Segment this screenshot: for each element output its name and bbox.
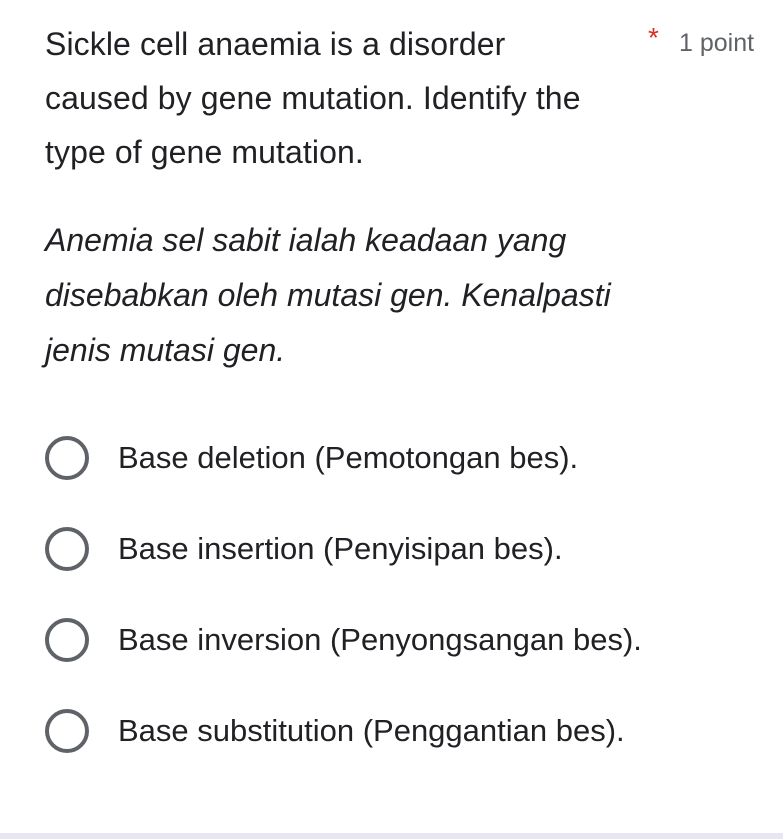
radio-button-icon[interactable] bbox=[45, 618, 89, 662]
card-bottom-edge bbox=[0, 833, 783, 839]
radio-button-icon[interactable] bbox=[45, 709, 89, 753]
option-base-deletion[interactable] bbox=[0, 413, 783, 504]
option-label[interactable]: Base deletion (Pemotongan bes). bbox=[118, 440, 579, 475]
radio-button-icon[interactable] bbox=[45, 436, 89, 480]
radio-button-icon[interactable] bbox=[45, 527, 89, 571]
option-label[interactable]: Base inversion (Penyongsangan bes). bbox=[118, 622, 642, 657]
option-base-inversion[interactable] bbox=[0, 595, 783, 686]
option-label[interactable]: Base substitution (Penggantian bes). bbox=[118, 713, 625, 748]
points-label: 1 point bbox=[679, 29, 755, 57]
option-base-insertion[interactable] bbox=[0, 504, 783, 595]
option-base-substitution[interactable] bbox=[0, 686, 783, 777]
question-translation: Anemia sel sabit ialah keadaan yang disebabkan oleh mutasi gen. Kenalpasti jenis mutasi gen. bbox=[45, 222, 611, 368]
required-indicator: * bbox=[648, 22, 659, 53]
question-title: Sickle cell anaemia is a disorder caused by gene mutation. Identify the type of gene mutation. bbox=[45, 26, 581, 170]
option-label[interactable]: Base insertion (Penyisipan bes). bbox=[118, 531, 563, 566]
radio-options-group bbox=[0, 413, 783, 777]
